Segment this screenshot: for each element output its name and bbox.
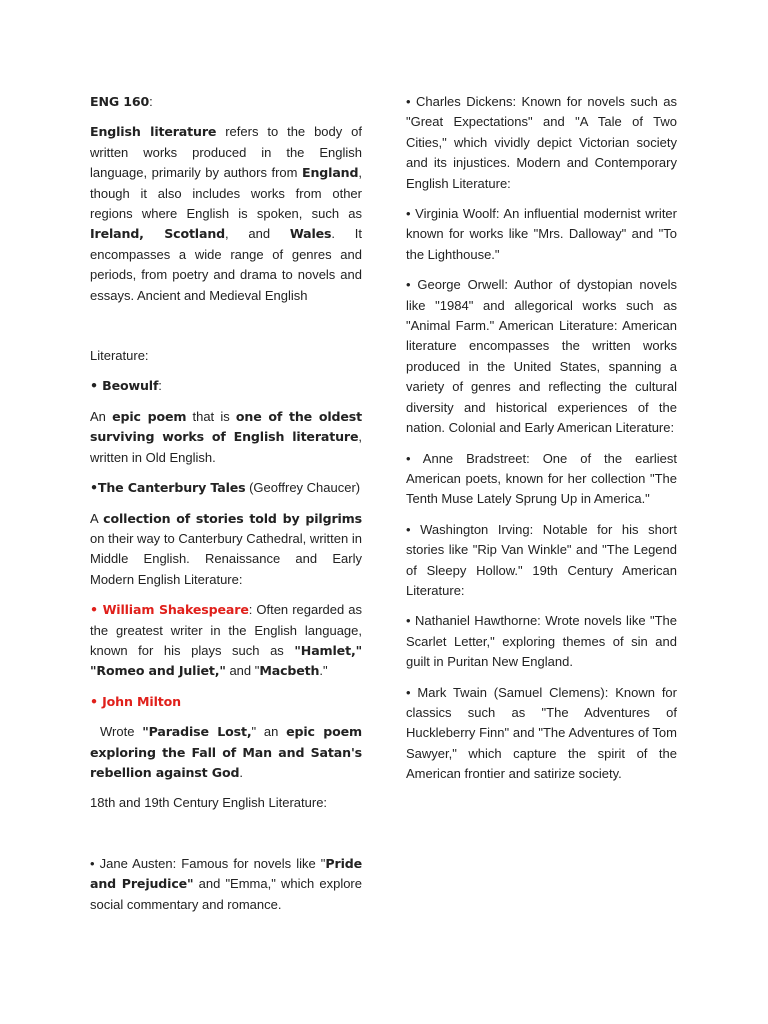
intro-paragraph: English literature refers to the body of written works produced in the English language, primarily by authors from England, though it also includes works from other regions where English is spoken, such as Ireland, Scotland, and Wales. It encompasses a wide range of genres and periods, from poetry and drama to novels and essays. Ancient and Medieval English: [90, 124, 363, 303]
beowulf-item: • Beowulf:: [90, 378, 162, 394]
literature-label: Literature:: [90, 348, 149, 364]
orwell-item: • George Orwell: Author of dystopian novels like "1984" and allegorical works such as "Animal Farm." American Literature: American literature encompasses the written works produced in the United States, spanning a variety of genres and reflecting the cultural diversity and historical experiences of the nation. Colonial and Early American Literature:: [406, 277, 677, 436]
hawthorne-item: • Nathaniel Hawthorne: Wrote novels like "The Scarlet Letter," exploring themes of sin and guilt in Puritan New England.: [406, 613, 677, 670]
century-label: 18th and 19th Century English Literature:: [90, 795, 328, 811]
left-column: [90, 92, 362, 925]
shakespeare-item: • William Shakespeare: Often regarded as the greatest writer in the English language, known for his plays such as "Hamlet," "Romeo and Juliet," and "Macbeth.": [90, 602, 362, 679]
spacer: [90, 316, 362, 346]
twain-item: • Mark Twain (Samuel Clemens): Known for classics such as "The Adventures of Huckleberry Finn" and "The Adventures of Tom Sawyer," which capture the spirit of the American frontier and satirize society.: [406, 684, 677, 782]
spacer: [90, 824, 362, 854]
dickens-item: • Charles Dickens: Known for novels such as "Great Expectations" and "A Tale of Two Cities," which vividly depict Victorian society and its injustices. Modern and Contemporary English Literature:: [406, 94, 677, 191]
right-column: [406, 92, 677, 795]
milton-description: Wrote "Paradise Lost," an epic poem exploring the Fall of Man and Satan's rebellion against God.: [90, 724, 362, 780]
austen-item: • Jane Austen: Famous for novels like "Pride and Prejudice" and "Emma," which explore social commentary and romance.: [90, 855, 362, 912]
course-heading: ENG 160:: [90, 94, 153, 109]
woolf-item: • Virginia Woolf: An influential modernist writer known for works like "Mrs. Dalloway" and "To the Lighthouse.": [406, 206, 677, 262]
canterbury-item: •The Canterbury Tales (Geoffrey Chaucer): [90, 480, 361, 496]
canterbury-description: A collection of stories told by pilgrims on their way to Canterbury Cathedral, written in Middle English. Renaissance and Early Modern English Literature:: [90, 510, 362, 587]
irving-item: • Washington Irving: Notable for his short stories like "Rip Van Winkle" and "The Legend of Sleepy Hollow." 19th Century American Literature:: [406, 521, 677, 598]
milton-item: • John Milton: [90, 693, 181, 709]
bradstreet-item: • Anne Bradstreet: One of the earliest American poets, known for her collection "The Tenth Muse Lately Sprung Up in America.": [406, 450, 677, 507]
beowulf-description: An epic poem that is one of the oldest surviving works of English literature, written in Old English.: [90, 408, 362, 465]
